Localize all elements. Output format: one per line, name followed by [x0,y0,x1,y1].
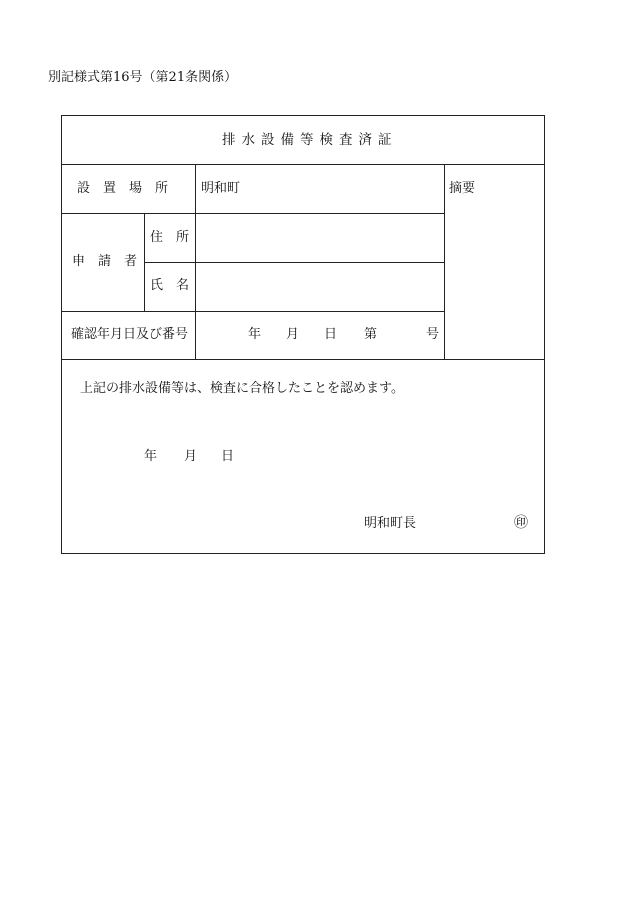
date-number-dai: 第 [364,327,378,342]
applicant-label: 申 請 者 [72,254,138,269]
inspection-certificate [61,115,545,554]
rule-applicant-subcolumn [144,213,145,311]
rule-below-title [62,164,544,165]
issue-year: 年 [144,449,158,464]
certification-statement: 上記の排水設備等は、検査に合格したことを認めます。 [80,381,404,396]
date-number-year: 年 [248,327,262,342]
rule-below-location [62,213,444,214]
date-number-month: 月 [286,327,300,342]
name-label: 氏 名 [150,278,190,293]
rule-below-date-number [62,359,544,360]
issue-month: 月 [184,449,198,464]
certificate-title: 排水設備等検査済証 [222,132,398,148]
issue-day: 日 [221,449,235,464]
address-label: 住 所 [150,230,190,245]
location-value: 明和町 [201,181,241,196]
form-number-label: 別記様式第16号（第21条関係） [48,70,238,85]
seal-mark: ㊞ [514,515,528,531]
date-number-go: 号 [426,327,440,342]
date-number-day: 日 [324,327,338,342]
rule-below-name [62,311,444,312]
rule-remarks-column [444,164,445,359]
rule-below-address [144,262,444,263]
date-number-label: 確認年月日及び番号 [71,327,189,342]
rule-label-column [195,164,196,359]
remarks-label: 摘要 [449,181,476,196]
location-label: 設 置 場 所 [77,181,169,196]
issuer-name: 明和町長 [364,516,417,531]
